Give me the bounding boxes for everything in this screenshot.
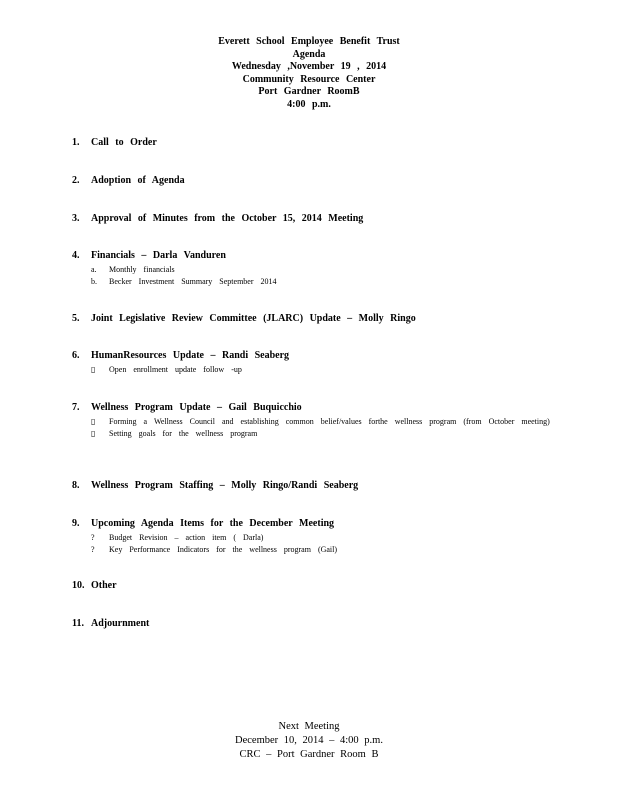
bullet-box-icon: ▯ [91, 365, 96, 374]
meeting-date: Wednesday ,November 19 , 2014 [231, 61, 387, 73]
organization-title: Everett School Employee Benefit Trust [218, 36, 400, 47]
subitem-text: Forming a Wellness Council and establishing common belief/values forthe wellness program (from October meeting) [109, 417, 550, 426]
agenda-subitem [72, 416, 552, 428]
bullet-box-icon: ▯ [91, 417, 96, 426]
agenda-item-title [72, 313, 552, 324]
agenda-item-number: 2. [72, 175, 80, 186]
agenda-subitem [72, 544, 552, 556]
agenda-subitems [72, 364, 552, 376]
agenda-item-number: 7. [72, 402, 80, 413]
agenda-subitem [72, 276, 552, 288]
agenda-item-label: Upcoming Agenda Items for the December Meeting [91, 518, 335, 529]
agenda-item [72, 313, 552, 324]
agenda-subitem [72, 364, 552, 376]
agenda-item-number: 9. [72, 518, 80, 529]
agenda-item-number: 5. [72, 313, 80, 324]
meeting-venue: Community Resource Center [242, 73, 376, 85]
next-meeting-location: CRC – Port Gardner Room B [239, 749, 379, 760]
agenda-item [72, 580, 552, 591]
bullet-box-icon: ▯ [91, 429, 96, 438]
agenda-subitems [72, 532, 552, 556]
agenda-item-label: Approval of Minutes from the October 15, 2014 Meeting [91, 213, 364, 224]
agenda-item [72, 480, 552, 491]
agenda-subitems [72, 416, 552, 440]
agenda-item [72, 213, 552, 224]
next-meeting-label: Next Meeting [278, 721, 340, 732]
subitem-text: Budget Revision – action item ( Darla) [109, 533, 264, 542]
agenda-item-label: Adoption of Agenda [91, 175, 185, 186]
agenda-item-label: Call to Order [91, 137, 157, 148]
meeting-room: Port Gardner RoomB [258, 86, 360, 98]
subitem-marker: a. [91, 265, 97, 274]
agenda-item-number: 6. [72, 350, 80, 361]
subitem-marker: ? [91, 545, 95, 554]
agenda-item-number: 11. [72, 618, 84, 629]
agenda-item [72, 137, 552, 148]
agenda-header [0, 36, 618, 112]
subitem-text: Becker Investment Summary September 2014 [109, 277, 277, 286]
next-meeting-date: December 10, 2014 – 4:00 p.m. [235, 735, 383, 746]
agenda-item [72, 618, 552, 629]
agenda-subitems [72, 264, 552, 288]
agenda-item [72, 402, 552, 440]
agenda-item-number: 4. [72, 250, 80, 261]
agenda-item-title [72, 402, 552, 413]
agenda-item-title [72, 518, 552, 529]
agenda-item-title [72, 137, 552, 148]
subitem-text: Setting goals for the wellness program [109, 429, 258, 438]
agenda-item-label: Financials – Darla Vanduren [91, 250, 226, 261]
agenda-item-label: Adjournment [91, 618, 150, 629]
agenda-subitem [72, 264, 552, 276]
subitem-text: Key Performance Indicators for the wellness program (Gail) [109, 545, 338, 554]
agenda-item [72, 175, 552, 186]
subitem-marker: b. [91, 277, 97, 286]
agenda-item-label: HumanResources Update – Randi Seaberg [91, 350, 290, 361]
agenda-item-number: 3. [72, 213, 80, 224]
agenda-item-title [72, 175, 552, 186]
agenda-item-title [72, 213, 552, 224]
agenda-item [72, 518, 552, 556]
subitem-text: Open enrollment update follow -up [109, 365, 242, 374]
subitem-text: Monthly financials [109, 265, 175, 274]
agenda-item-title [72, 350, 552, 361]
document-title: Agenda [292, 48, 326, 60]
agenda-item-number: 8. [72, 480, 80, 491]
meeting-time: 4:00 p.m. [287, 98, 331, 110]
agenda-item-number: 1. [72, 137, 80, 148]
agenda-item-label: Joint Legislative Review Committee (JLARC) Update – Molly Ringo [91, 313, 416, 324]
agenda-item-label: Other [91, 580, 117, 591]
agenda-subitem [72, 428, 552, 440]
agenda-item-label: Wellness Program Update – Gail Buquicchio [91, 402, 302, 413]
subitem-marker: ? [91, 533, 95, 542]
agenda-subitem [72, 532, 552, 544]
agenda-item-label: Wellness Program Staffing – Molly Ringo/Randi Seaberg [91, 480, 359, 491]
agenda-item-title [72, 580, 552, 591]
agenda-item-title [72, 480, 552, 491]
agenda-item [72, 250, 552, 288]
agenda-item-title [72, 618, 552, 629]
agenda-item [72, 350, 552, 376]
next-meeting-footer [0, 720, 618, 762]
agenda-item-number: 10. [72, 580, 85, 591]
agenda-item-title [72, 250, 552, 261]
